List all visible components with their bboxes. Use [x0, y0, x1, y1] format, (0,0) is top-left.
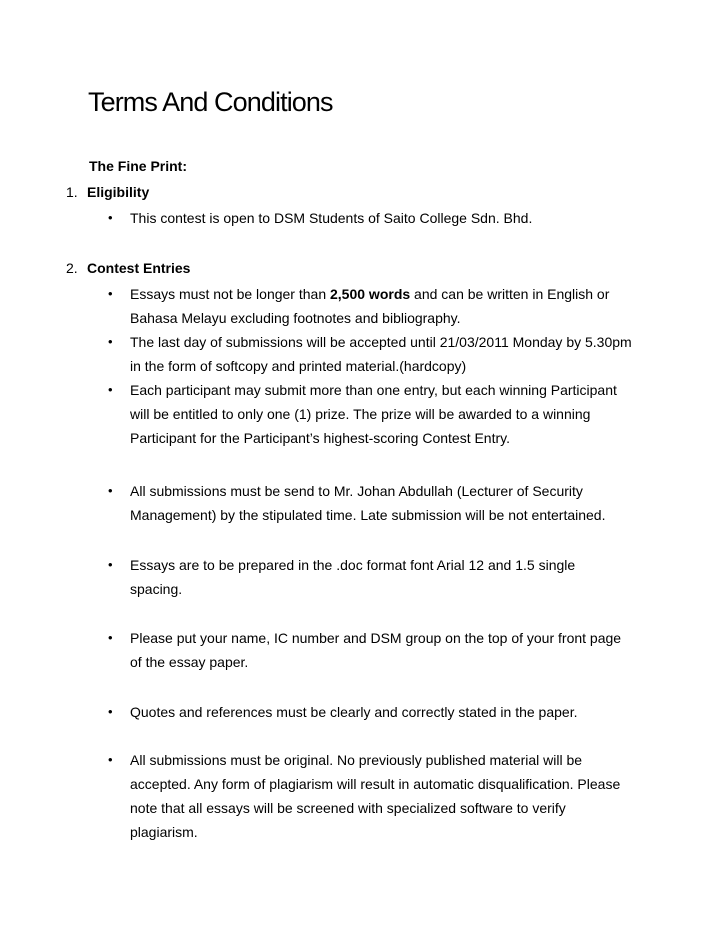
text-line: The last day of submissions will be accepted until 21/03/2011 Monday by 5.30pm	[130, 334, 632, 350]
list-item-text	[130, 553, 660, 601]
list-item-text	[130, 206, 660, 230]
text-line: All submissions must be original. No previously published material will be	[130, 752, 583, 768]
list-item-text	[130, 700, 660, 724]
bullet-icon: •	[108, 630, 113, 645]
bullet-icon: •	[108, 210, 113, 225]
list-item-text	[130, 479, 660, 527]
text-line: in the form of softcopy and printed material.(hardcopy)	[130, 358, 467, 374]
text-line: Each participant may submit more than one entry, but each winning Participant	[130, 382, 617, 398]
text-line: of the essay paper.	[130, 654, 249, 670]
section-label: Contest Entries	[87, 260, 191, 276]
list-item-text	[130, 748, 660, 844]
section-number: 2.	[66, 260, 78, 276]
list-item-text	[130, 330, 660, 378]
bullet-icon: •	[108, 382, 113, 397]
list-item-text	[130, 282, 660, 330]
bullet-icon: •	[108, 752, 113, 767]
list-item-text	[130, 378, 660, 450]
text-line: Bahasa Melayu excluding footnotes and bibliography.	[130, 310, 461, 326]
text-line: Essays must not be longer than 2,500 words and can be written in English or	[130, 286, 610, 302]
text-line: Quotes and references must be clearly and correctly stated in the paper.	[130, 704, 578, 720]
text-line: All submissions must be send to Mr. Johan Abdullah (Lecturer of Security	[130, 483, 583, 499]
text-line: This contest is open to DSM Students of Saito College Sdn. Bhd.	[130, 210, 533, 226]
bullet-icon: •	[108, 483, 113, 498]
text-line: accepted. Any form of plagiarism will result in automatic disqualification. Please	[130, 776, 621, 792]
bullet-icon: •	[108, 704, 113, 719]
bullet-icon: •	[108, 557, 113, 572]
section-label: Eligibility	[87, 184, 150, 200]
text-line: will be entitled to only one (1) prize. The prize will be awarded to a winning	[130, 406, 591, 422]
text-line: Participant for the Participant’s highest-scoring Contest Entry.	[130, 430, 510, 446]
text-line: Management) by the stipulated time. Late submission will be not entertained.	[130, 507, 606, 523]
text-line: plagiarism.	[130, 824, 198, 840]
text-line: Essays are to be prepared in the .doc format font Arial 12 and 1.5 single	[130, 557, 576, 573]
bullet-icon: •	[108, 286, 113, 301]
list-item-text	[130, 626, 660, 674]
emphasis-text: 2,500 words	[330, 286, 411, 302]
page-title: Terms And Conditions	[88, 87, 333, 117]
bullet-icon: •	[108, 334, 113, 349]
text-line: note that all essays will be screened with specialized software to verify	[130, 800, 566, 816]
fine-print-subheading: The Fine Print:	[89, 158, 187, 174]
section-number: 1.	[66, 184, 78, 200]
text-line: Please put your name, IC number and DSM group on the top of your front page	[130, 630, 622, 646]
text-line: spacing.	[130, 581, 183, 597]
